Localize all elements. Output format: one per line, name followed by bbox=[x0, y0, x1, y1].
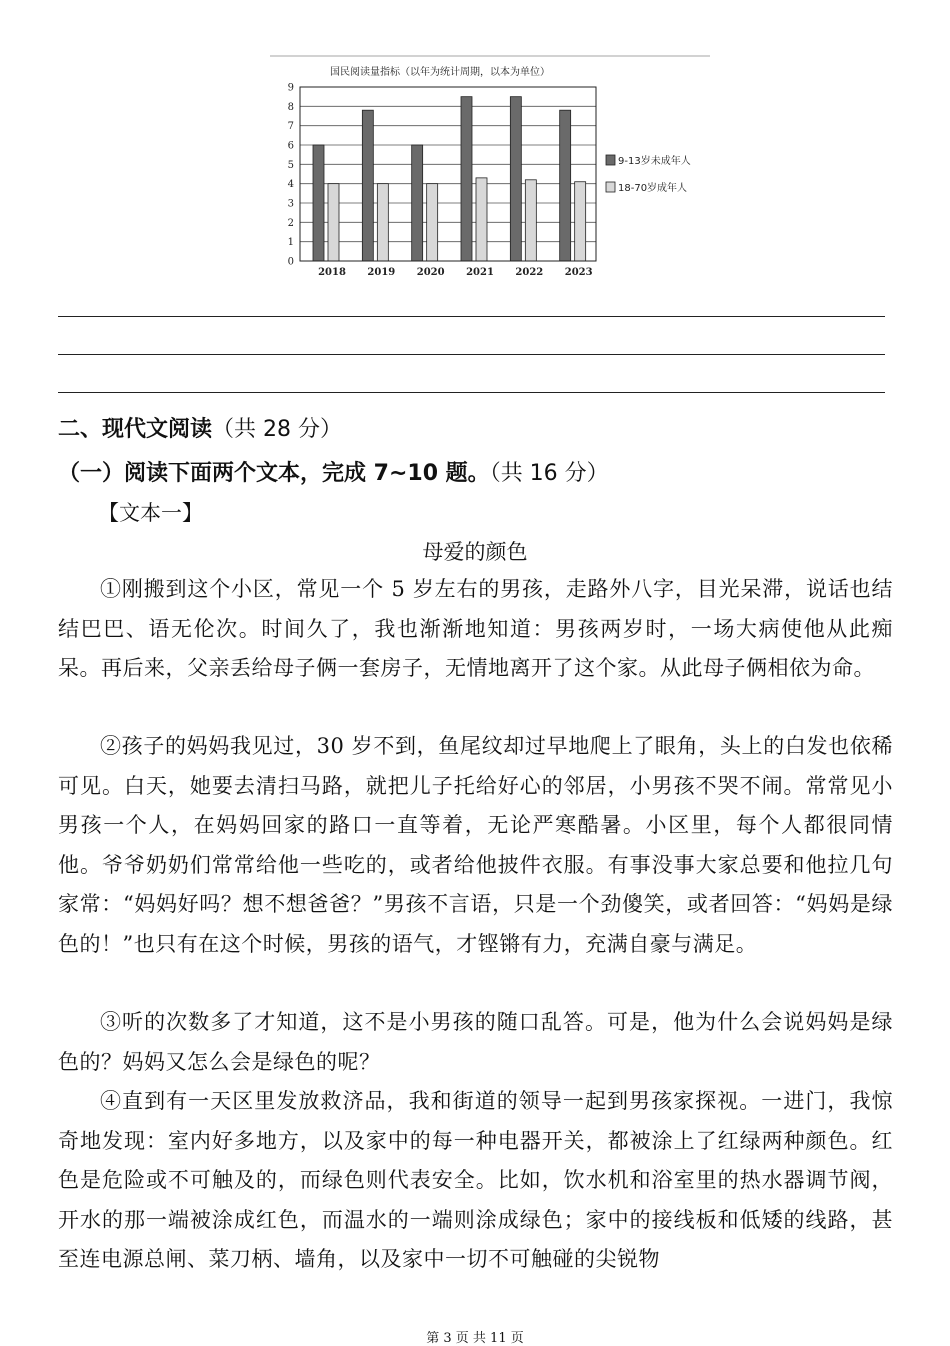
y-tick-label: 9 bbox=[287, 82, 294, 94]
section-heading-text: 二、现代文阅读 bbox=[58, 417, 213, 442]
y-tick-label: 7 bbox=[287, 121, 294, 133]
y-tick-label: 6 bbox=[287, 140, 294, 152]
x-tick-label: 2022 bbox=[515, 267, 544, 278]
paragraph-2: ②孩子的妈妈我见过，30 岁不到，鱼尾纹却过早地爬上了眼角，头上的白发也依稀可见。白天，她要去清扫马路，就把儿子托给好心的邻居，小男孩不哭不闹。常常见小男孩一个人，在妈妈回家的路口一直等着，无论严寒酷暑。小区里，每个人都很同情他。爷爷奶奶们常常给他一些吃的，或者给他披件衣服。有事没事大家总要和他拉几句家常：“妈妈好吗？想不想爸爸？”男孩不言语，只是一个劲傻笑，或者回答：“妈妈是绿色的！”也只有在这个时候，男孩的语气，才铿锵有力，充满自豪与满足。 bbox=[58, 734, 893, 956]
answer-line bbox=[58, 316, 885, 317]
y-tick-label: 4 bbox=[287, 179, 294, 191]
sub-heading-text: （一）阅读下面两个文本，完成 7~10 题。 bbox=[58, 461, 490, 486]
bar-2019-minor bbox=[362, 110, 373, 261]
x-tick-label: 2019 bbox=[367, 267, 396, 278]
bar-2022-adult bbox=[525, 180, 536, 261]
paragraph-4: ④直到有一天区里发放救济品，我和街道的领导一起到男孩家探视。一进门，我惊奇地发现：室内好多地方，以及家中的每一种电器开关，都被涂上了红绿两种颜色。红色是危险或不可触及的，而绿色则代表安全。比如，饮水机和浴室里的热水器调节阀，开水的那一端被涂成红色，而温水的一端则涂成绿色；家中的接线板和低矮的线路，甚至连电源总闸、菜刀柄、墙角，以及家中一切不可触碰的尖锐物 bbox=[58, 1089, 893, 1272]
bar-2018-adult bbox=[328, 184, 339, 261]
answer-line bbox=[58, 354, 885, 355]
y-tick-label: 2 bbox=[287, 217, 294, 229]
sub-heading bbox=[58, 456, 609, 487]
x-tick-label: 2018 bbox=[318, 267, 346, 278]
bar-2023-adult bbox=[575, 182, 586, 261]
answer-line bbox=[58, 392, 885, 393]
legend-label: 18-70岁成年人 bbox=[618, 183, 688, 194]
y-tick-label: 5 bbox=[287, 159, 294, 171]
y-tick-label: 0 bbox=[287, 256, 294, 268]
bar-2018-minor bbox=[313, 145, 324, 261]
article-title: 母爱的颜色 bbox=[422, 540, 528, 564]
plot-frame bbox=[300, 87, 596, 261]
sub-heading-score: （共 16 分） bbox=[489, 461, 609, 486]
y-tick-label: 3 bbox=[287, 198, 294, 210]
reading-chart bbox=[270, 55, 710, 285]
legend-swatch bbox=[606, 155, 615, 165]
paragraph-3: ③听的次数多了才知道，这不是小男孩的随口乱答。可是，他为什么会说妈妈是绿色的？妈妈又怎么会是绿色的呢？ bbox=[58, 1010, 893, 1074]
bar-2022-minor bbox=[510, 97, 521, 261]
x-tick-label: 2021 bbox=[466, 267, 494, 278]
text-label: 【文本一】 bbox=[98, 501, 203, 525]
y-tick-label: 1 bbox=[287, 237, 294, 249]
paragraph-1: ①刚搬到这个小区，常见一个 5 岁左右的男孩，走路外八字，目光呆滞，说话也结结巴巴、语无伦次。时间久了，我也渐渐地知道：男孩两岁时，一场大病使他从此痴呆。再后来，父亲丢给母子俩一套房子，无情地离开了这个家。从此母子俩相依为命。 bbox=[58, 577, 893, 681]
bar-2020-adult bbox=[427, 184, 438, 261]
chart-title: 国民阅读量指标（以年为统计周期，以本为单位） bbox=[330, 67, 550, 78]
bar-2021-adult bbox=[476, 178, 487, 261]
legend-label: 9-13岁未成年人 bbox=[618, 156, 691, 167]
bar-2020-minor bbox=[412, 145, 423, 261]
x-tick-label: 2023 bbox=[564, 267, 593, 278]
bar-2023-minor bbox=[560, 110, 571, 261]
y-tick-label: 8 bbox=[287, 101, 294, 113]
section-heading-score: （共 28 分） bbox=[212, 417, 342, 442]
bar-2021-minor bbox=[461, 97, 472, 261]
page-footer: 第 3 页 共 11 页 bbox=[426, 1331, 524, 1346]
legend-swatch bbox=[606, 182, 615, 192]
section-heading bbox=[58, 412, 342, 443]
bar-2019-adult bbox=[377, 184, 388, 261]
x-tick-label: 2020 bbox=[416, 267, 445, 278]
